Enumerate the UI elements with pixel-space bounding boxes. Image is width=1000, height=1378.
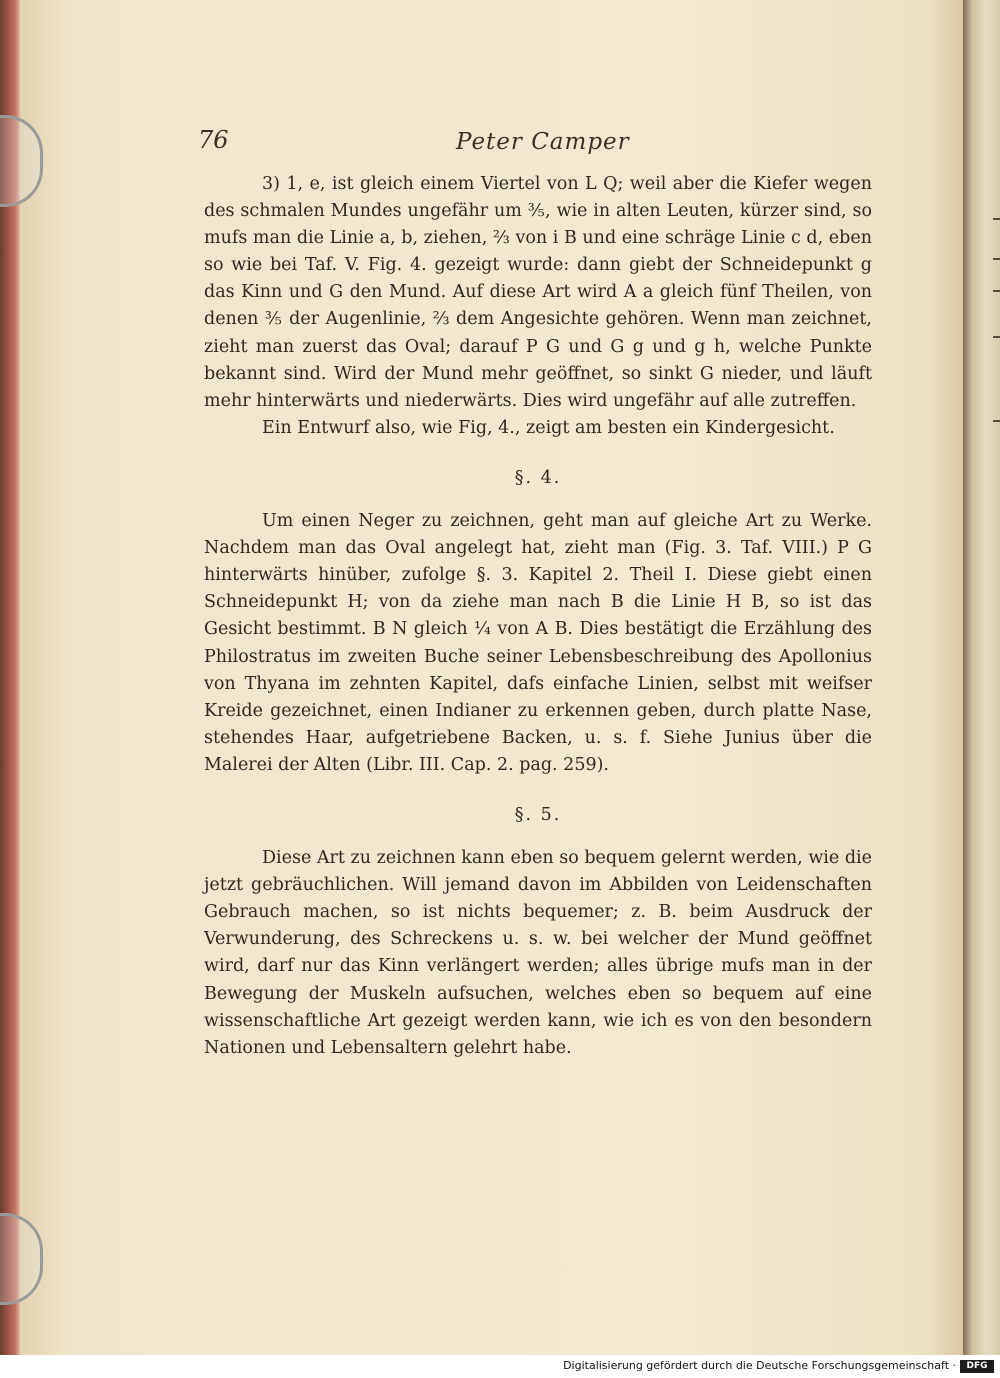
next-page-text-fragment xyxy=(993,290,1000,292)
section-heading: §. 5. xyxy=(514,804,562,825)
next-page-text-fragment xyxy=(993,258,1000,260)
page-body xyxy=(204,171,872,1062)
funding-credit: Digitalisierung gefördert durch die Deutsche Forschungsgemeinschaft · xyxy=(563,1359,956,1372)
paragraph: Ein Entwurf also, wie Fig, 4., zeigt am besten ein Kindergesicht. xyxy=(262,417,835,438)
section-heading: §. 4. xyxy=(514,467,562,488)
dfg-logo: DFG xyxy=(960,1360,994,1373)
paragraph: Um einen Neger zu zeichnen, geht man auf gleiche Art zu Werke. Nachdem man das Oval angelegt hat, zieht man (Fig. 3. Taf. VIII.) P G hinterwärts hinüber, zufolge §. 3. Kapitel 2. Theil I. Diese giebt einen Schneidepunkt H; von da ziehe man nach B die Linie H B, so ist das Gesicht bestimmt. B N gleich ¼ von A B. Dies bestätigt die Erzählung des Philostratus im zweiten Buche seiner Lebensbeschreibung des Apollonius von Thyana im zehnten Kapitel, dafs einfache Linien, selbst mit weifser Kreide gezeichnet, einen Indianer zu erkennen geben, durch platte Nase, stehendes Haar, aufgetriebene Backen, u. s. f. Siehe Junius über die Malerei der Alten (Libr. III. Cap. 2. pag. 259). xyxy=(204,511,872,775)
paragraph: 3) 1, e, ist gleich einem Viertel von L Q; weil aber die Kiefer wegen des schmalen Mundes ungefähr um ⅗, wie in alten Leuten, kürzer sind, so mufs man die Linie a, b, ziehen, ⅔ von i B und eine schräge Linie c d, eben so wie bei Taf. V. Fig. 4. gezeigt wurde: dann giebt der Schneidepunkt g das Kinn und G den Mund. Auf diese Art wird A a gleich fünf Theilen, von denen ⅗ der Augenlinie, ⅔ dem Angesichte gehören. Wenn man zeichnet, zieht man zuerst das Oval; darauf P G und G g und g h, welche Punkte bekannt sind. Wird der Mund mehr geöffnet, so sinkt G nieder, und läuft mehr hinterwärts und niederwärts. Dies wird ungefähr auf alle zutreffen. xyxy=(204,174,872,411)
next-page-text-fragment xyxy=(993,218,1000,220)
page-header xyxy=(198,126,878,166)
footer-bar xyxy=(0,1355,1000,1378)
running-title: Peter Camper xyxy=(456,129,630,155)
page-number: 76 xyxy=(198,126,229,154)
paragraph: Diese Art zu zeichnen kann eben so bequem gelernt werden, wie die jetzt gebräuchlichen. Will jemand davon im Abbilden von Leidenschaften Gebrauch machen, so ist nichts bequemer; z. B. beim Ausdruck der Verwunderung, des Schreckens u. s. w. bei welcher der Mund geöffnet wird, darf nur das Kinn verlängert werden; alles übrige mufs man in der Bewegung der Muskeln aufsuchen, welches eben so bequem auf eine wissenschaftliche Art gezeigt werden kann, wie ich es von den besondern Nationen und Lebensaltern gelehrt habe. xyxy=(204,848,872,1058)
next-page-text-fragment xyxy=(993,336,1000,338)
next-page-edge xyxy=(963,0,1000,1355)
next-page-text-fragment xyxy=(993,420,1000,422)
